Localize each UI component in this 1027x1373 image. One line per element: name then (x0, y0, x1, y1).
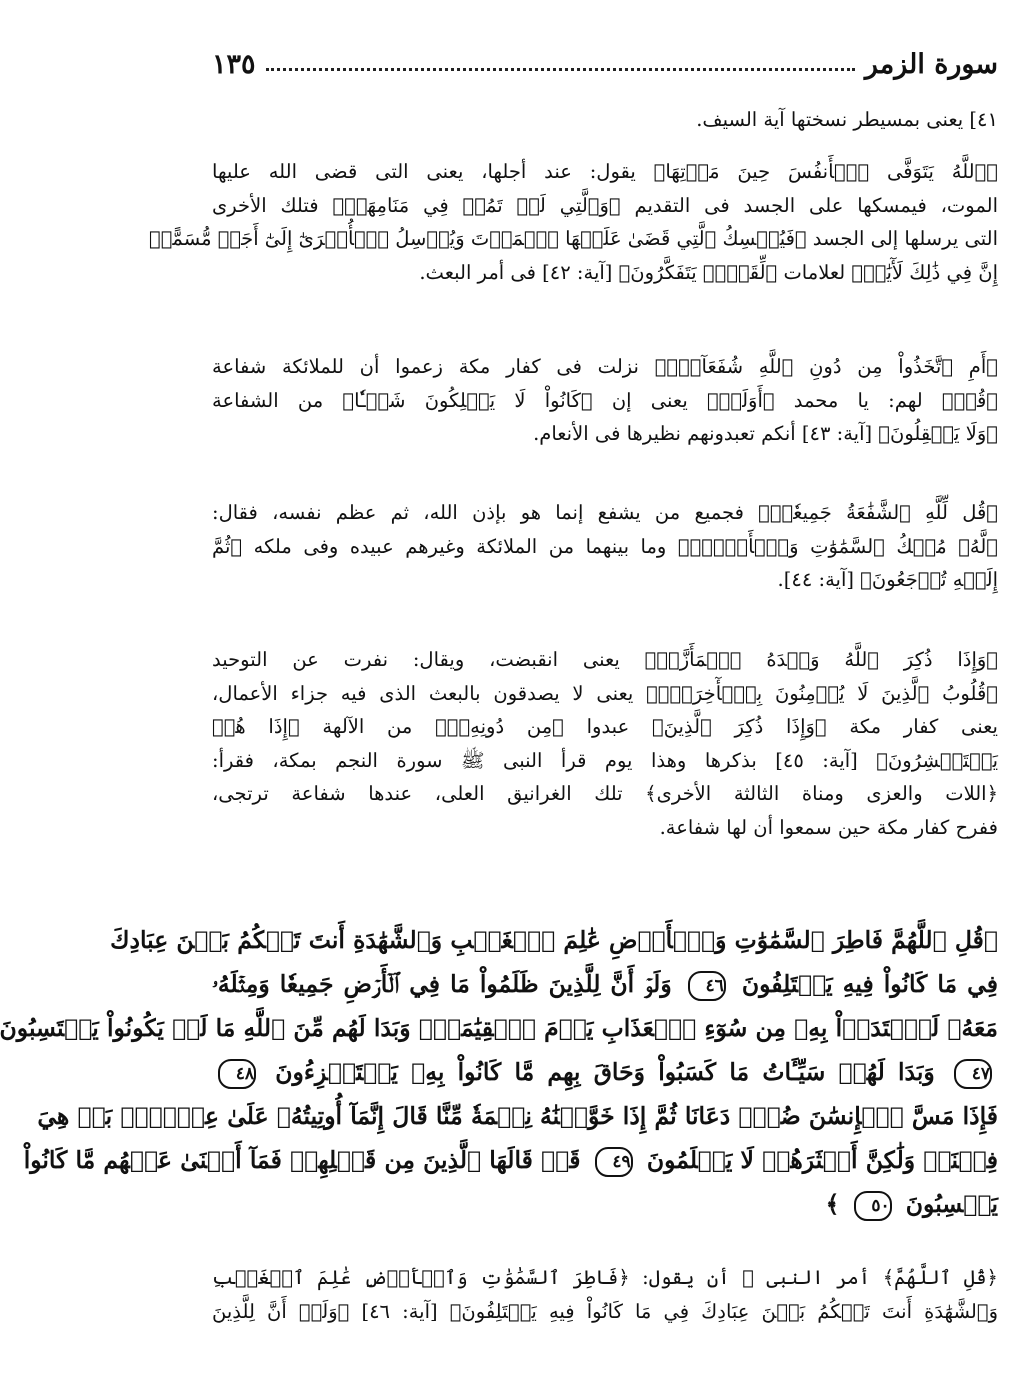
header-leader-dots (266, 68, 855, 71)
text-line: ﴿لَّهُۥ مُلۡكُ ٱلسَّمَٰوَٰتِ وَٱلۡأَرۡضِۖ﴾ وما بينهما من الملائكة وغيرهم عبيده وفى ملكه ﴿ثُمَّ (212, 534, 998, 558)
verse-text: قَدۡ قَالَهَا ٱلَّذِينَ مِن قَبۡلِهِمۡ فَمَآ أَغۡنَىٰ عَنۡهُم مَّا كَانُواْ (23, 1146, 581, 1174)
surah-title: سورة الزمر (864, 49, 998, 80)
verse-line (212, 1182, 998, 1226)
commentary-paragraph (149, 155, 998, 289)
verse-text: فَإِذَا مَسَّ ٱلۡإِنسَٰنَ ضُرّٞ دَعَانَا ثُمَّ إِذَا خَوَّلۡنَٰهُ نِعۡمَةٗ مِّنَّا قَالَ إِنَّمَآ أُوتِيتُهُۥ عَلَىٰ عِلۡمِۭۚ بَلۡ هِيَ (37, 1102, 998, 1130)
text-line: وَٱلشَّهَٰدَةِ أَنتَ تَحۡكُمُ بَيۡنَ عِبَادِكَ فِي مَا كَانُواْ فِيهِ يَخۡتَلِفُونَ﴾ [آية: ٤٦] ﴿وَلَوۡ أَنَّ لِلَّذِينَ (212, 1299, 998, 1323)
verse-text: فِي مَا كَانُواْ فِيهِ يَخۡتَلِفُونَ (741, 970, 998, 998)
verse-line (23, 1138, 998, 1182)
ayah-number-marker: ٤٩ (595, 1147, 633, 1177)
verse-line (212, 1050, 998, 1094)
text-line: التى يرسلها إلى الجسد ﴿فَيُمۡسِكُ ٱلَّتِي قَضَىٰ عَلَيۡهَا ٱلۡمَوۡتَ وَيُرۡسِلُ ٱلۡأُخۡرَىٰٓ إِلَىٰٓ أَجَلٖ مُّسَمًّىۚ (149, 227, 998, 251)
ayah-number-marker: ٥٠ (854, 1191, 892, 1221)
text-line: ﴿أَمِ ٱتَّخَذُواْ مِن دُونِ ٱللَّهِ شُفَعَآءَۚ﴾ نزلت فى كفار مكة زعموا أن للملائكة شفاعة (212, 355, 998, 378)
verse-text: يَكۡسِبُونَ (905, 1190, 998, 1218)
text-line: ففرح كفار مكة حين سمعوا أن لها شفاعة. (659, 815, 998, 839)
text-line: يَسۡتَبۡشِرُونَ﴾ [آية: ٤٥] بذكرها وهذا يوم قرأ النبى ﷺ سورة النجم بمكة، فقرأ: (212, 748, 998, 772)
commentary-paragraph (212, 103, 998, 137)
text-line: ﴿قُل لِّلَّهِ ٱلشَّفَٰعَةُ جَمِيعٗاۖ﴾ فجميع من يشفع إنما هو بإذن الله، ثم عظم نفسه، فقال: (212, 501, 998, 524)
ayah-number-marker: ٤٦ (688, 971, 726, 1001)
page-header (212, 40, 998, 80)
text-line: ﴿قُلُوبُ ٱلَّذِينَ لَا يُؤۡمِنُونَ بِٱلۡأٓخِرَةِۖ﴾ يعنى لا يصدقون بالبعث الذى فيه جزاء الأعمال، (212, 681, 998, 705)
text-line: إِلَيۡهِ تُرۡجَعُونَ﴾ [آية: ٤٤]. (777, 568, 998, 592)
commentary-paragraph (212, 643, 998, 845)
text-line: يعنى كفار مكة ﴿وَإِذَا ذُكِرَ ٱلَّذِينَ﴾ عبدوا ﴿مِن دُونِهِۦٓ﴾ من الآلهة ﴿إِذَا هُمۡ (212, 715, 998, 739)
quran-verse-block (0, 918, 998, 1226)
ayah-number-marker: ٤٨ (218, 1059, 256, 1089)
text-line: ﴿قُلِ ٱللَّهُمَّ﴾ أمر النبى ﷺ أن يقول: ﴿فَاطِرَ ٱلسَّمَٰوَٰتِ وَٱلۡأَرۡضِ عَٰلِمَ ٱلۡغَيۡبِ (212, 1266, 998, 1289)
text-line: ﴿اللات والعزى ومناة الثالثة الأخرى﴾ تلك الغرانيق العلى، عندها شفاعة ترتجى، (212, 782, 998, 806)
commentary-paragraph (212, 496, 998, 597)
text-line: ﴿وَلَا يَعۡقِلُونَ﴾ [آية: ٤٣] أنكم تعبدونهم نظيرها فى الأنعام. (533, 422, 998, 446)
verse-line (37, 1094, 998, 1138)
verse-text: وَبَدَا لَهُمۡ سَيِّـَٔاتُ مَا كَسَبُواْ وَحَاقَ بِهِم مَّا كَانُواْ بِهِۦ يَسۡتَهۡزِءُونَ (275, 1058, 935, 1086)
text-line: ٤١] يعنى بمسيطر نسختها آية السيف. (696, 108, 998, 131)
ayah-number-marker: ٤٧ (954, 1059, 992, 1089)
commentary-paragraph (212, 350, 998, 451)
text-line: الموت، فيمسكها على الجسد فى التقديم ﴿وَٱلَّتِي لَمۡ تَمُتۡ فِي مَنَامِهَاۖ﴾ فتلك الأخرى (212, 193, 998, 217)
verse-line (0, 1006, 998, 1050)
verse-line (212, 962, 998, 1006)
text-line: ﴿ٱللَّهُ يَتَوَفَّى ٱلۡأَنفُسَ حِينَ مَوۡتِهَا﴾ يقول: عند أجلها، يعنى التى قضى الله عليها (212, 160, 998, 183)
verse-text: مَعَهُۥ لَٱفۡتَدَوۡاْ بِهِۦ مِن سُوٓءِ ٱلۡعَذَابِ يَوۡمَ ٱلۡقِيَٰمَةِۚ وَبَدَا لَهُم مِّنَ ٱللَّهِ مَا لَمۡ يَكُونُواْ يَحۡتَسِبُونَ (0, 1014, 998, 1042)
text-line: إِنَّ فِي ذَٰلِكَ لَأٓيَٰتٖ﴾ لعلامات ﴿لِّقَوۡمٖ يَتَفَكَّرُونَ﴾ [آية: ٤٢] فى أمر البعث. (419, 260, 998, 284)
verse-text: ﴾ (825, 1190, 840, 1218)
text-line: ﴿وَإِذَا ذُكِرَ ٱللَّهُ وَحۡدَهُ ٱشۡمَأَزَّتۡ﴾ يعنى انقبضت، ويقال: نفرت عن التوحيد (212, 648, 998, 671)
verse-line (110, 918, 998, 962)
verse-text: وَلَوۡ أَنَّ لِلَّذِينَ ظَلَمُواْ مَا فِي ٱلۡأَرۡضِ جَمِيعٗا وَمِثۡلَهُۥ (212, 970, 672, 998)
verse-text: ﴿قُلِ ٱللَّهُمَّ فَاطِرَ ٱلسَّمَٰوَٰتِ وَٱلۡأَرۡضِ عَٰلِمَ ٱلۡغَيۡبِ وَٱلشَّهَٰدَةِ أَنتَ تَحۡكُمُ بَيۡنَ عِبَادِكَ (110, 926, 998, 954)
page-number: ١٣٥ (212, 49, 256, 80)
verse-text: فِتۡنَةٞ وَلَٰكِنَّ أَكۡثَرَهُمۡ لَا يَعۡلَمُونَ (646, 1146, 998, 1174)
text-line: ﴿قُلۡ﴾ لهم: يا محمد ﴿أَوَلَوۡ﴾ يعنى إن ﴿كَانُواْ لَا يَمۡلِكُونَ شَيۡـٔٗا﴾ من الشفاعة (212, 388, 998, 412)
commentary-paragraph (212, 1261, 998, 1328)
